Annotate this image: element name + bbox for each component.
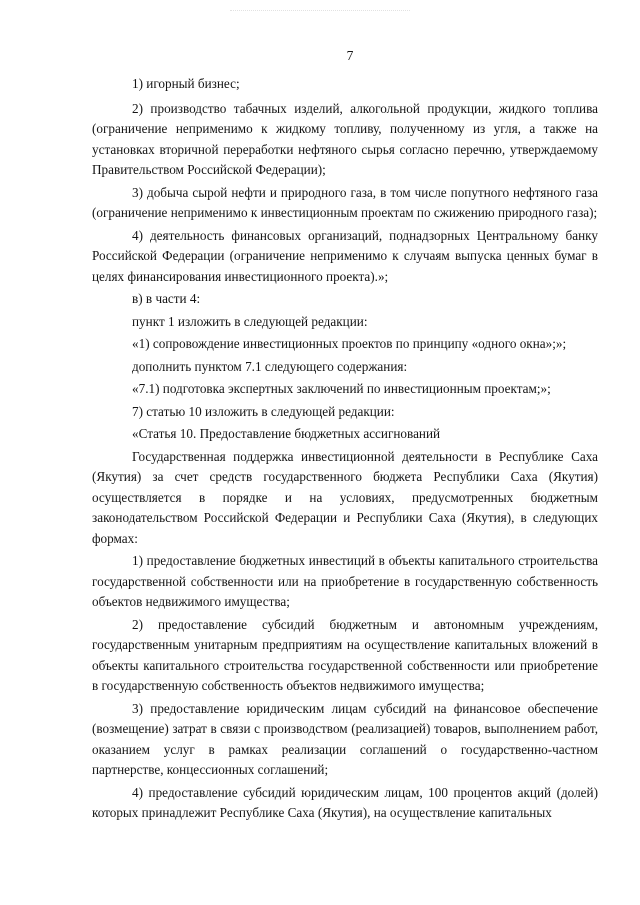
page-number: 7 bbox=[346, 48, 354, 63]
paragraph-point-7-1-text: «7.1) подготовка экспертных заключений по инвестиционным проектам;»; bbox=[132, 381, 551, 396]
paragraph-list-item-4: 4) деятельность финансовых организаций, поднадзорных Центральному банку Российской Федерации (ограничение неприменимо к случаям выпуска ценных бумаг в целях финансирования инвестиционного проекта).»; bbox=[92, 227, 598, 284]
paragraph-form-2: 2) предоставление субсидий бюджетным и автономным учреждениям, государственным унитарным предприятиям на осуществление капитальных вложений в объекты капитального строительства государственной собственности или приобретение в государственную собственность объектов недвижимого имущества; bbox=[92, 616, 598, 693]
paragraph-list-item-1: 1) игорный бизнес; bbox=[132, 76, 240, 91]
paragraph-form-3: 3) предоставление юридическим лицам субсидий на финансовое обеспечение (возмещение) затрат в связи с производством (реализацией) товаров, выполнением работ, оказанием услуг в рамках реализации соглашений о государственно-частном партнерстве, концессионных соглашений; bbox=[92, 700, 598, 777]
paragraph-list-item-2: 2) производство табачных изделий, алкогольной продукции, жидкого топлива (ограничение неприменимо к жидкому топливу, полученному из угля, а также на установках вторичной переработки нефтяного сырья согласно перечню, утверждаемому Правительством Российской Федерации); bbox=[92, 100, 598, 177]
paragraph-form-4: 4) предоставление субсидий юридическим лицам, 100 процентов акций (долей) которых принадлежит Республике Саха (Якутия), на осуществление капитальных bbox=[92, 784, 598, 820]
paragraph-article-10-title: «Статья 10. Предоставление бюджетных ассигнований bbox=[132, 426, 441, 441]
paragraph-list-item-3: 3) добыча сырой нефти и природного газа, в том числе попутного нефтяного газа (ограничение неприменимо к инвестиционным проектам по сжижению природного газа); bbox=[92, 184, 598, 220]
paragraph-add-point-7-1: дополнить пунктом 7.1 следующего содержания: bbox=[132, 358, 408, 374]
paragraph-point-1-text: «1) сопровождение инвестиционных проектов по принципу «одного окна»;»; bbox=[132, 336, 567, 351]
paragraph-point-1-edit: пункт 1 изложить в следующей редакции: bbox=[132, 313, 368, 329]
paragraph-state-support: Государственная поддержка инвестиционной деятельности в Республике Саха (Якутия) за счет средств государственного бюджета Республики Саха (Якутия) осуществляется в порядке и на условиях, предусмотренных бюджетным законодательством Российской Федерации и Республики Саха (Якутия), в следующих формах: bbox=[92, 448, 598, 546]
paragraph-article-10-edit: 7) статью 10 изложить в следующей редакции: bbox=[132, 403, 395, 419]
paragraph-subsection-v: в) в части 4: bbox=[132, 291, 201, 306]
document-body bbox=[92, 74, 598, 826]
scan-artifact bbox=[230, 10, 410, 13]
paragraph-form-1: 1) предоставление бюджетных инвестиций в объекты капитального строительства государственной собственности или на приобретение в государственную собственность объектов недвижимого имущества; bbox=[92, 553, 598, 609]
